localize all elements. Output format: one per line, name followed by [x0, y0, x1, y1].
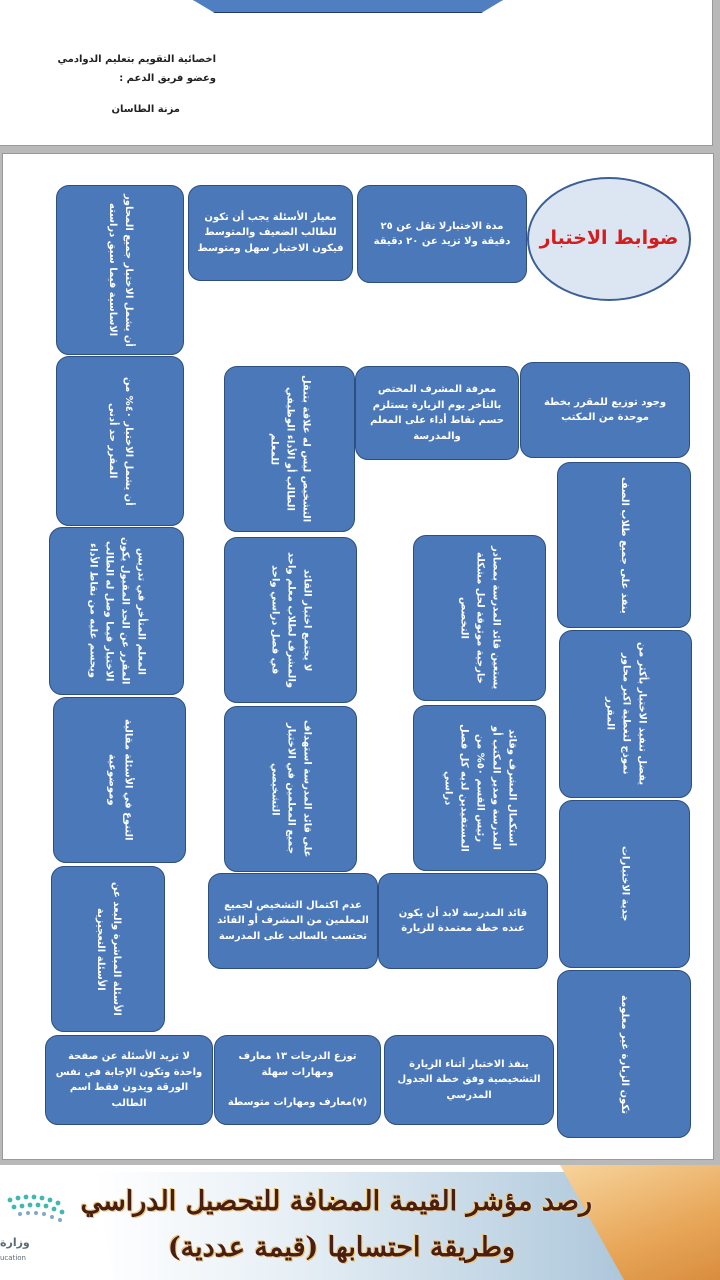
- box-grades-distribution: توزع الدرجات ١٣ معارف ومهارات سهلة (٧)معارف ومهارات متوسطة: [214, 1035, 381, 1125]
- box-approved-plan: قائد المدرسة لابد أن يكون عنده خطة معتمدة للزيارة: [378, 873, 548, 969]
- box-one-page: لا تزيد الأسئلة عن صفحة واحدة وتكون الإجابة في نفس الورقة ويدون فقط اسم الطالب: [45, 1035, 213, 1125]
- box-direct-questions: الأسئلة المباشرة والبعد عن الأسئلة التعجيزية: [51, 866, 165, 1032]
- ministry-logo: [0, 1192, 80, 1272]
- box-multiple-models: يفضل تنفيذ الاختبار بأكثر من نموذج لتغطية اكبر محاور المقرر: [559, 630, 692, 798]
- box-forty-percent: أن يشمل الاختبار ٤٠% من المقرر حد أدنى: [56, 356, 184, 526]
- box-fifty-percent: استكمال المشرف وقائد المدرسة ومدير المكتب أو رئيس القسم ٥٠% من المستفيدين لديه كل فصل دراسي: [413, 705, 546, 871]
- top-page: [0, 0, 713, 146]
- banner-title-line2: وطريقة احتسابها (قيمة عددية): [167, 1232, 515, 1263]
- box-diagnosis-unrelated: التشخيص ليس له علاقة بتنقل الطالب أو الأداء الوظيفي للمعلم: [224, 366, 355, 532]
- box-target-all-teachers: على قائد المدرسة استهداف جميع المعلمين في الاختبار التشخيصي: [224, 706, 357, 872]
- box-exam-seriousness: جدية الاختبارات: [559, 800, 690, 968]
- box-incomplete-diagnosis: عدم اكتمال التشخيص لجميع المعلمين من المشرف أو القائد تحتسب بالسالب على المدرسة: [208, 873, 378, 969]
- top-shape: [193, 0, 503, 13]
- box-unannounced-visit: تكون الزيارة غير معلومة: [557, 970, 691, 1138]
- box-late-teacher: المعلم المتأخر في تدريس المقرر عن الحد المقبول يكون الاختبار فيما وصل له الطالب ويحسم عليه من نقاط الأداء: [49, 527, 184, 695]
- box-exam-during-visit: ينفذ الاختبار أثناء الزيارة التشخيصية وفق خطة الجدول المدرسي: [384, 1035, 554, 1125]
- box-question-standard: معيار الأسئلة يجب أن تكون للطالب الضعيف والمتوسط فيكون الاختبار سهل ومتوسط: [188, 185, 353, 281]
- banner-title-line1: رصد مؤشر القيمة المضافة للتحصيل الدراسي: [80, 1186, 592, 1217]
- box-unified-plan: وجود توزيع للمقرر بخطة موحدة من المكتب: [520, 362, 690, 458]
- box-no-double-exam: لا يجتمع اختبار القائد والمشرف لطلاب معلم واحد في فصل دراسي واحد: [224, 537, 357, 703]
- box-exam-duration: مدة الاختبارلا تقل عن ٢٥ دقيقة ولا تزيد عن ٢٠ دقيقة: [357, 185, 527, 283]
- logo-subtext: ucation: [0, 1254, 26, 1262]
- credit-team: وعضو فريق الدعم :: [119, 73, 216, 84]
- box-supervisor-knowledge: معرفة المشرف المختص بالتأخر يوم الزيارة يستلزم حسم نقاط أداء على المعلم والمدرسة: [355, 366, 519, 460]
- credit-name: مزنة الطاسان: [111, 104, 180, 115]
- box-cover-all-axes: أن يشمل الاختبار جميع المحاور الاساسية فيما سبق دراسته: [56, 185, 184, 355]
- logo-text: وزارة: [0, 1236, 30, 1249]
- box-question-variety: التنوع في الأسئلة مقالية وموضوعية: [53, 697, 186, 863]
- credit-role: اخصائية التقويم بتعليم الدوادمي: [57, 54, 216, 65]
- logo-dots-icon: [2, 1192, 70, 1226]
- title-circle: [527, 177, 691, 301]
- box-external-resources: يستعين قائد المدرسة بمصادر خارجية موثوقة لحل مشكلة التخصص: [413, 535, 546, 701]
- page-title: ضوابط الاختبار: [539, 227, 679, 250]
- box-all-students: ينفذ على جميع طلاب الصف: [557, 462, 691, 628]
